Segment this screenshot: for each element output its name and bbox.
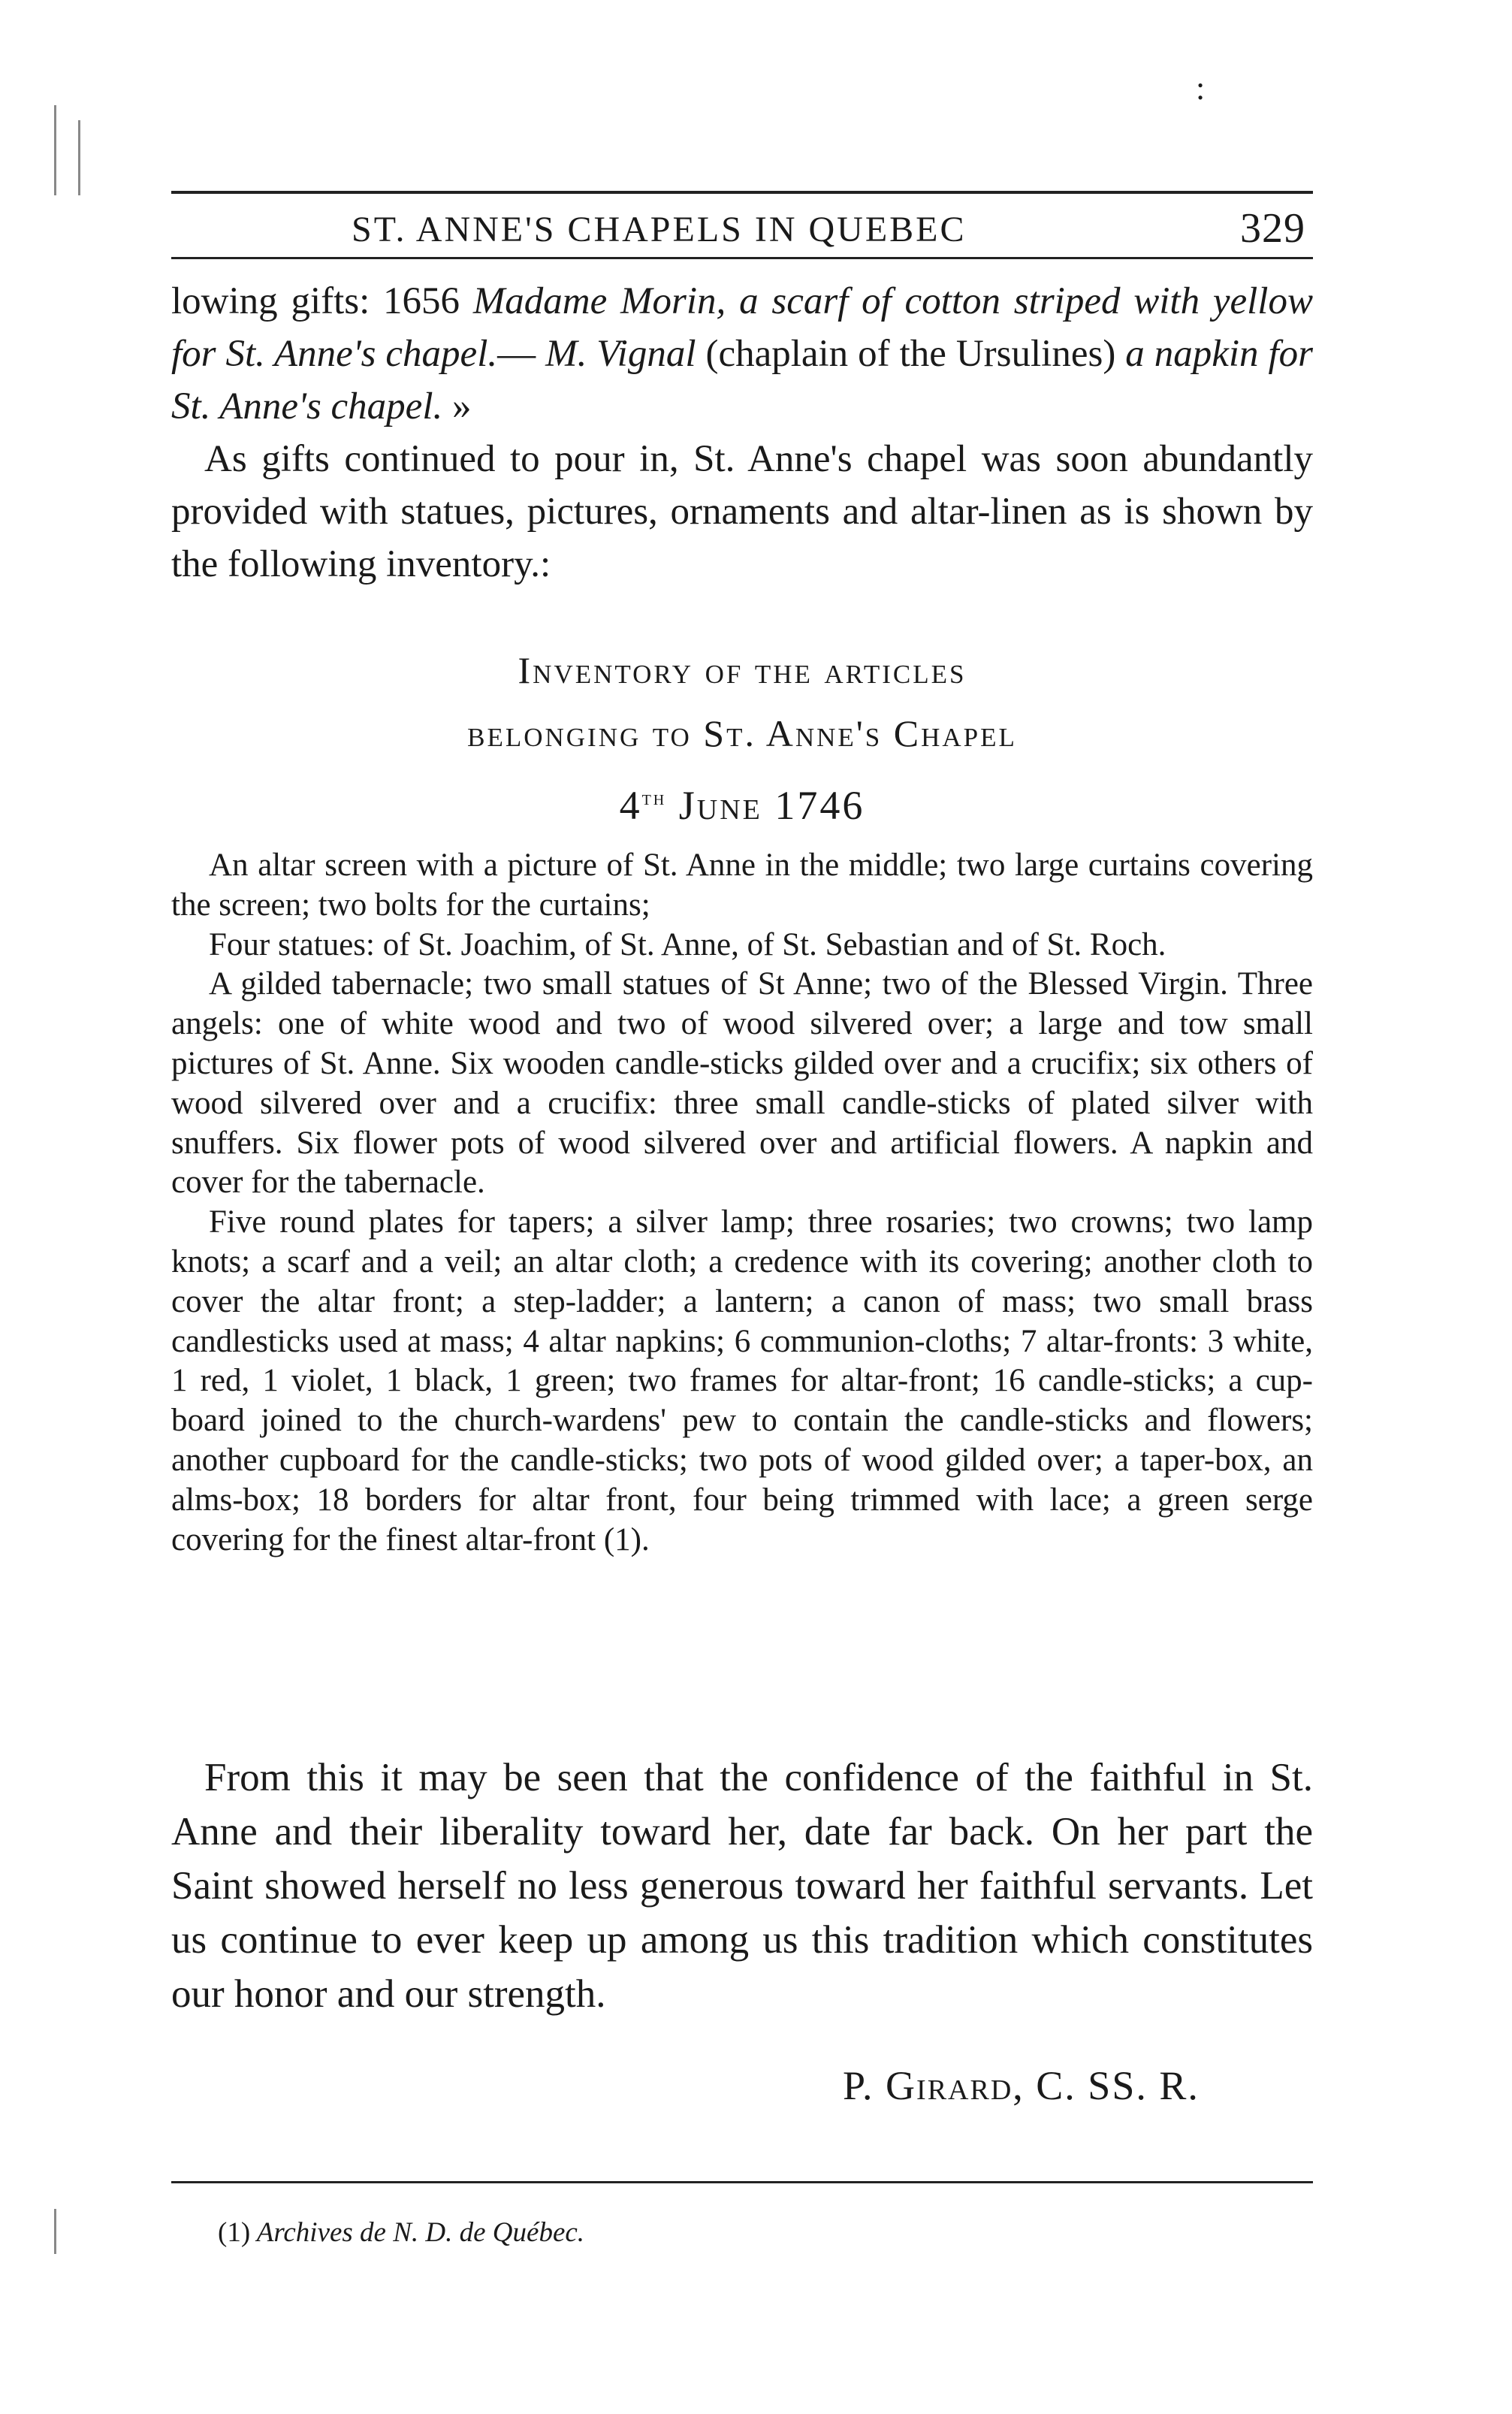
intro-section bbox=[171, 275, 1313, 591]
intro-paragraph-inventory: As gifts continued to pour in, St. Anne's chapel was soon abundantly provided with statues, pictures, ornaments and altar-linen as is shown by the following inventory.: bbox=[171, 438, 1313, 585]
margin-tick bbox=[54, 105, 56, 195]
footnote bbox=[218, 2216, 584, 2249]
top-margin-mark: : bbox=[1196, 70, 1206, 107]
header-rule-bottom bbox=[171, 257, 1313, 259]
inventory-item: Five round plates for tapers; a silver lamp; three rosaries; two crowns; two lamp knots; a scarf and a veil; an altar cloth; a credence with its covering; another cloth to cover the altar front; a step-ladder; a lantern; a canon of mass; two small brass candlesticks used at mass; 4 altar napkins; 6 communion-cloths; 7 altar-fronts: 3 white, 1 red, 1 violet, 1 black, 1 green; two frames for altar-front; 16 candle-sticks; a cup-board joined to the church-wardens' pew to contain the candle-sticks and flowers; another cupboard for the candle-sticks; two pots of wood gilded over; a taper-box, an alms-box; 18 borders for altar front, four being trimmed with lace; a green serge covering for the finest altar-front (1). bbox=[171, 1204, 1313, 1557]
inventory-heading-line-2: belonging to St. Anne's Chapel bbox=[467, 712, 1017, 754]
footnote-marker: (1) bbox=[218, 2217, 251, 2248]
text-run: lowing gifts: 1656 bbox=[171, 280, 473, 322]
running-title: ST. ANNE'S CHAPELS IN QUEBEC bbox=[352, 210, 967, 249]
inventory-item: A gilded tabernacle; two small statues of St Anne; two of the Blessed Virgin. Three angels: one of white wood and two of wood silvered over; a large and tow small pictures of St. Anne. Six wooden candle-sticks gilded over and a crucifix; six others of wood silvered over and a crucifix: three small candle-sticks of plated silver with snuffers. Six flower pots of wood silvered over and artificial flowers. A napkin and cover for the tabernacle. bbox=[171, 966, 1313, 1201]
footnote-rule bbox=[171, 2181, 1313, 2183]
italic-text-run: a napkin for St. Anne's chapel. bbox=[171, 333, 1313, 428]
date-rest: June 1746 bbox=[666, 783, 865, 828]
page-number: 329 bbox=[1240, 205, 1305, 252]
running-head bbox=[171, 194, 1313, 257]
inventory-item: Four statues: of St. Joachim, of St. Anne, of St. Sebastian and of St. Roch. bbox=[209, 926, 1166, 962]
margin-tick bbox=[78, 120, 80, 195]
page-header bbox=[171, 191, 1313, 259]
inventory-heading-line-1: Inventory of the articles bbox=[518, 649, 967, 691]
closing-paragraph: From this it may be seen that the confidence of the faithful in St. Anne and their liberality toward her, date far back. On her part the Saint showed herself no less generous toward her faithful servants. Let us continue to ever keep up among us this tradition which constitutes our honor and our strength. bbox=[171, 1756, 1313, 2016]
text-run: » bbox=[442, 385, 472, 428]
inventory-item: An altar screen with a picture of St. Anne in the middle; two large curtains covering the screen; two bolts for the curtains; bbox=[171, 847, 1313, 923]
italic-text-run: M. Vignal bbox=[545, 333, 696, 375]
inventory-date bbox=[171, 765, 1313, 839]
text-run: (chaplain of the Ursulines) bbox=[696, 333, 1126, 375]
date-suffix: th bbox=[641, 787, 667, 810]
inventory-heading bbox=[171, 639, 1313, 839]
intro-paragraph-gifts bbox=[171, 275, 1313, 433]
inventory-list bbox=[171, 846, 1313, 1560]
footnote-text: Archives de N. D. de Québec. bbox=[250, 2217, 585, 2248]
date-day: 4 bbox=[619, 783, 642, 828]
italic-text-run: Madame Morin, a scarf of cotton striped with yellow for St. Anne's chapel. bbox=[171, 280, 1313, 375]
text-run: — bbox=[497, 333, 546, 375]
author-signature: P. Girard, C. SS. R. bbox=[843, 2063, 1200, 2108]
margin-binding-marks bbox=[48, 105, 101, 2359]
closing-section bbox=[171, 1751, 1313, 2021]
margin-tick bbox=[54, 2209, 56, 2254]
